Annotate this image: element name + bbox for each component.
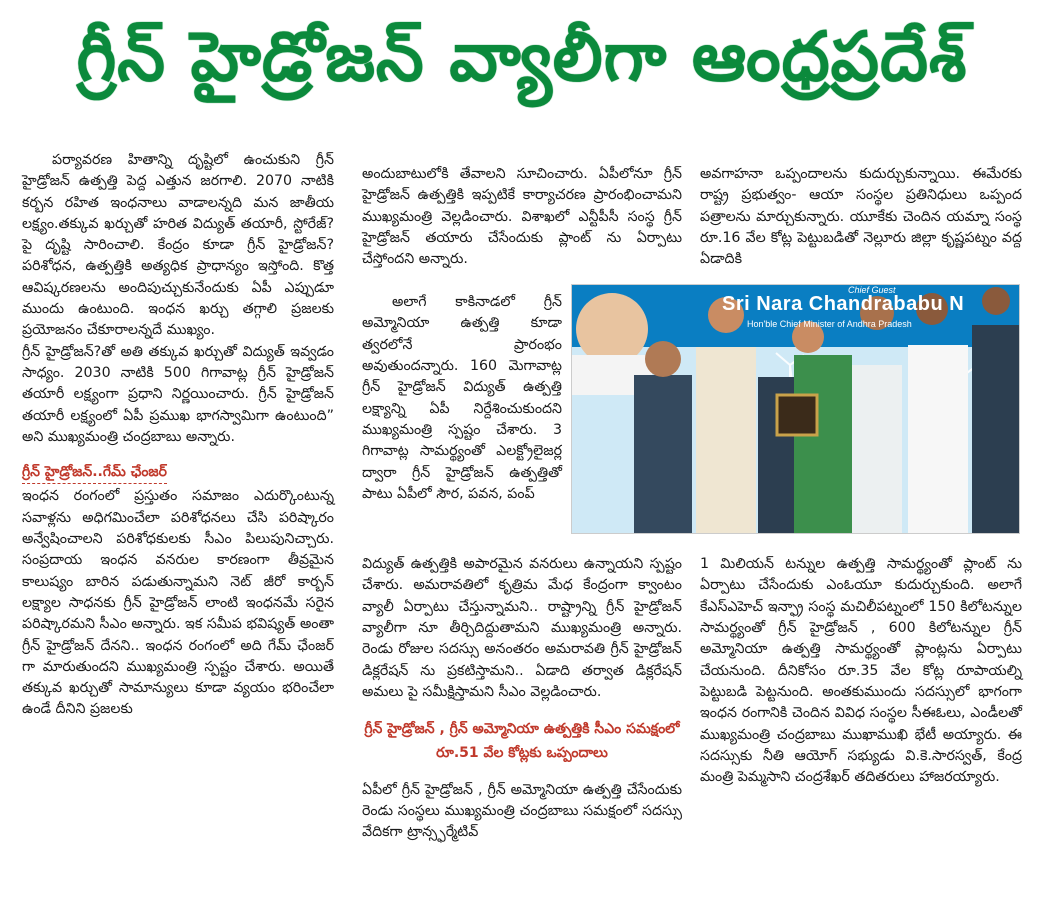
column-2-mid [362, 278, 562, 519]
column-1 [22, 150, 334, 721]
paragraph: అవగాహనా ఒప్పందాలను కుదుర్చుకున్నాయి. ఈమేరకు రాష్ట్ర ప్రభుత్వం- ఆయా సంస్థల ప్రతినిధులు ఒప్పంద పత్రాలను మార్చుకున్నారు. యూకేకు చెందిన యమ్నా సంస్థ రూ.16 వేల కోట్ల పెట్టుబడితో నెల్లూరు జిల్లా కృష్ణపట్నం వద్ద ఏడాదికి [700, 166, 1022, 268]
paragraph: పర్యావరణ హితాన్ని దృష్టిలో ఉంచుకుని గ్రీన్ హైడ్రోజన్ ఉత్పత్తి పెద్ద ఎత్తున జరగాలి. 2070 నాటికి కర్బన రహిత ఇంధనాలు వాడాలన్నది మన జాతీయ లక్ష్యం.తక్కువ ఖర్చుతో హరిత విద్యుత్ తయారీ, స్టోరేజ్?పై దృష్టి సారించాలి. కేంద్రం కూడా గ్రీన్ హైడ్రోజన్? పరిశోధన, ఉత్పత్తికి అత్యధిక ప్రాధాన్యం ఇస్తోంది. కొత్త ఆవిష్కరణలను అందిపుచ్చుకునేందుకు ఏపీ ఎప్పుడూ ముందు ఉంటుంది. ఇంధన ఖర్చు తగ్గాలి ప్రజలకు ప్రయోజనం చేకూరాలన్నదే ముఖ్యం. [22, 152, 334, 339]
column-2-bottom [362, 540, 682, 858]
paragraph: ఇంధన రంగంలో ప్రస్తుతం సమాజం ఎదుర్కొంటున్న సవాళ్లను అధిగమించేలా పరిశోధనలు చేసి పరిష్కారం అన్వేషించాలని పరిశోధకులకు సీఎం పిలుపునిచ్చారు. సంప్రదాయ ఇంధన వనరుల కారణంగా తీవ్రమైన కాలుష్యం బారిన పడుతున్నామని నెట్ జీరో కార్బన్ లక్ష్యాల సాధనకు గ్రీన్ హైడ్రోజన్ లాంటి ఇంధనమే సరైన పరిష్కారమని సీఎం అన్నారు. ఇక సమీప భవిష్యత్ అంతా గ్రీన్ హైడ్రోజన్ దేనని.. ఇంధన రంగంలో అది గేమ్ ఛేంజర్ గా మారుతుందని ముఖ్యమంత్రి స్పష్టం చేశారు. అయితే తక్కువ ఖర్చుతో సామాన్యులు కూడా వ్యయం భరించేలా ఉండే దీనిని ప్రజలకు [22, 488, 334, 718]
column-3-top [700, 150, 1022, 285]
subheading: గ్రీన్ హైడ్రోజన్ , గ్రీన్ అమ్మోనియా ఉత్పత్తికి సీఎం సమక్షంలో రూ.51 వేల కోట్లకు ఒప్పందాలు [364, 721, 680, 762]
paragraph: ఏపీలో గ్రీన్ హైడ్రోజన్ , గ్రీన్ అమ్మోనియా ఉత్పత్తి చేసేందుకు రెండు సంస్థలు ముఖ్యమంత్రి చంద్రబాబు సమక్షంలో సదస్సు వేదికగా ట్రాన్స్ఫర్మేటివ్ [362, 781, 682, 841]
event-photo [571, 284, 1020, 534]
headline: గ్రీన్ హైడ్రోజన్ వ్యాలీగా ఆంధ్రప్రదేశ్ [76, 17, 968, 97]
paragraph: అలాగే కాకినాడలో గ్రీన్ అమ్మోనియా ఉత్పత్తి కూడా త్వరలోనే ప్రారంభం అవుతుందన్నారు. 160 మెగావాట్ల గ్రీన్ హైడ్రోజన్ విద్యుత్ ఉత్పత్తి లక్ష్యాన్ని ఏపీ నిర్దేశించుకుందని ముఖ్యమంత్రి స్పష్టం చేశారు. 3 గిగావాట్ల సామర్థ్యంతో ఎలక్ట్రోలైజర్ల ద్వారా గ్రీన్ హైడ్రోజన్ ఉత్పత్తితో పాటు ఏపీలో సౌర, పవన, పంప్ [362, 294, 562, 502]
banner-subtitle: Hon'ble Chief Minister of Andhra Pradesh [747, 319, 912, 329]
paragraph: 1 మిలియన్ టన్నుల ఉత్పత్తి సామర్థ్యంతో ప్లాంట్ ను ఏర్పాటు చేసేందుకు ఎంఓయూ కుదుర్చుకుంది. అలాగే కేఎస్ఎహెచ్ ఇన్ఫ్రా సంస్థ మచిలీపట్నంలో 150 కిలోటన్నుల సామర్థ్యంతో గ్రీన్ హైడ్రోజన్ , 600 కిలోటన్నుల గ్రీన్ అమ్మోనియా ఉత్పత్తి సామర్థ్యంతో ప్లాంట్లను ఏర్పాటు చేయనుంది. దీనికోసం రూ.35 వేల కోట్ల రూపాయల్ని పెట్టుబడి పెట్టనుంది. అంతకుముందు సదస్సులో భాగంగా ఇంధన రంగానికి చెందిన వివిధ సంస్థల సీఈఓలు, ఎండీలతో ముఖ్యమంత్రి చంద్రబాబు ముఖాముఖి భేటీ అయ్యారు. ఈ సదస్సుకు నీతి ఆయోగ్ సభ్యుడు వి.కె.సారస్వత్, కేంద్ర మంత్రి పెమ్మసాని చంద్రశేఖర్ తదితరులు హాజరయ్యారు. [700, 556, 1022, 786]
column-3-bottom [700, 540, 1022, 803]
banner-tag: Chief Guest [842, 285, 902, 295]
column-2-top [362, 150, 682, 285]
paragraph: అందుబాటులోకి తేవాలని సూచించారు. ఏపీలోనూ గ్రీన్ హైడ్రోజన్ ఉత్పత్తికి ఇప్పటికే కార్యాచరణ ప్రారంభించామని ముఖ్యమంత్రి వెల్లడించారు. విశాఖలో ఎన్టీపీసీ సంస్థ గ్రీన్ హైడ్రోజన్ తయారు చేసేందుకు ప్లాంట్ ను ఏర్పాటు చేస్తోందని అన్నారు. [362, 166, 682, 268]
subheading: గ్రీన్ హైడ్రోజన్..గేమ్ ఛేంజర్ [22, 462, 167, 484]
paragraph: విద్యుత్ ఉత్పత్తికి అపారమైన వనరులు ఉన్నాయని స్పష్టం చేశారు. అమరావతిలో కృత్రిమ మేధ కేంద్రంగా క్వాంటం వ్యాలీ ఏర్పాటు చేస్తున్నామని.. రాష్ట్రాన్ని గ్రీన్ హైడ్రోజన్ వ్యాలీగా నూ తీర్చిదిద్దుతామని ముఖ్యమంత్రి అన్నారు. రెండు రోజుల సదస్సు అనంతరం అమరావతి గ్రీన్ హైడ్రోజన్ డిక్లరేషన్ ను ప్రకటిస్తామని.. ఏడాది తర్వాత డిక్లరేషన్ అమలు పై సమీక్షిస్తామని సీఎం వెల్లడించారు. [362, 556, 682, 700]
paragraph: గ్రీన్ హైడ్రోజన్?తో అతి తక్కువ ఖర్చుతో విద్యుత్ ఇవ్వడం సాధ్యం. 2030 నాటికి 500 గిగావాట్ల గ్రీన్ హైడ్రోజన్ తయారీ లక్ష్యంగా ప్రధాని నిర్ణయించారు. గ్రీన్ హైడ్రోజన్ తయారీ లక్ష్యంలో ఏపీ ప్రముఖ భాగస్వామిగా ఉంటుంది” అని ముఖ్యమంత్రి చంద్రబాబు అన్నారు. [22, 343, 334, 445]
banner-title: Sri Nara Chandrababu N [722, 293, 965, 315]
